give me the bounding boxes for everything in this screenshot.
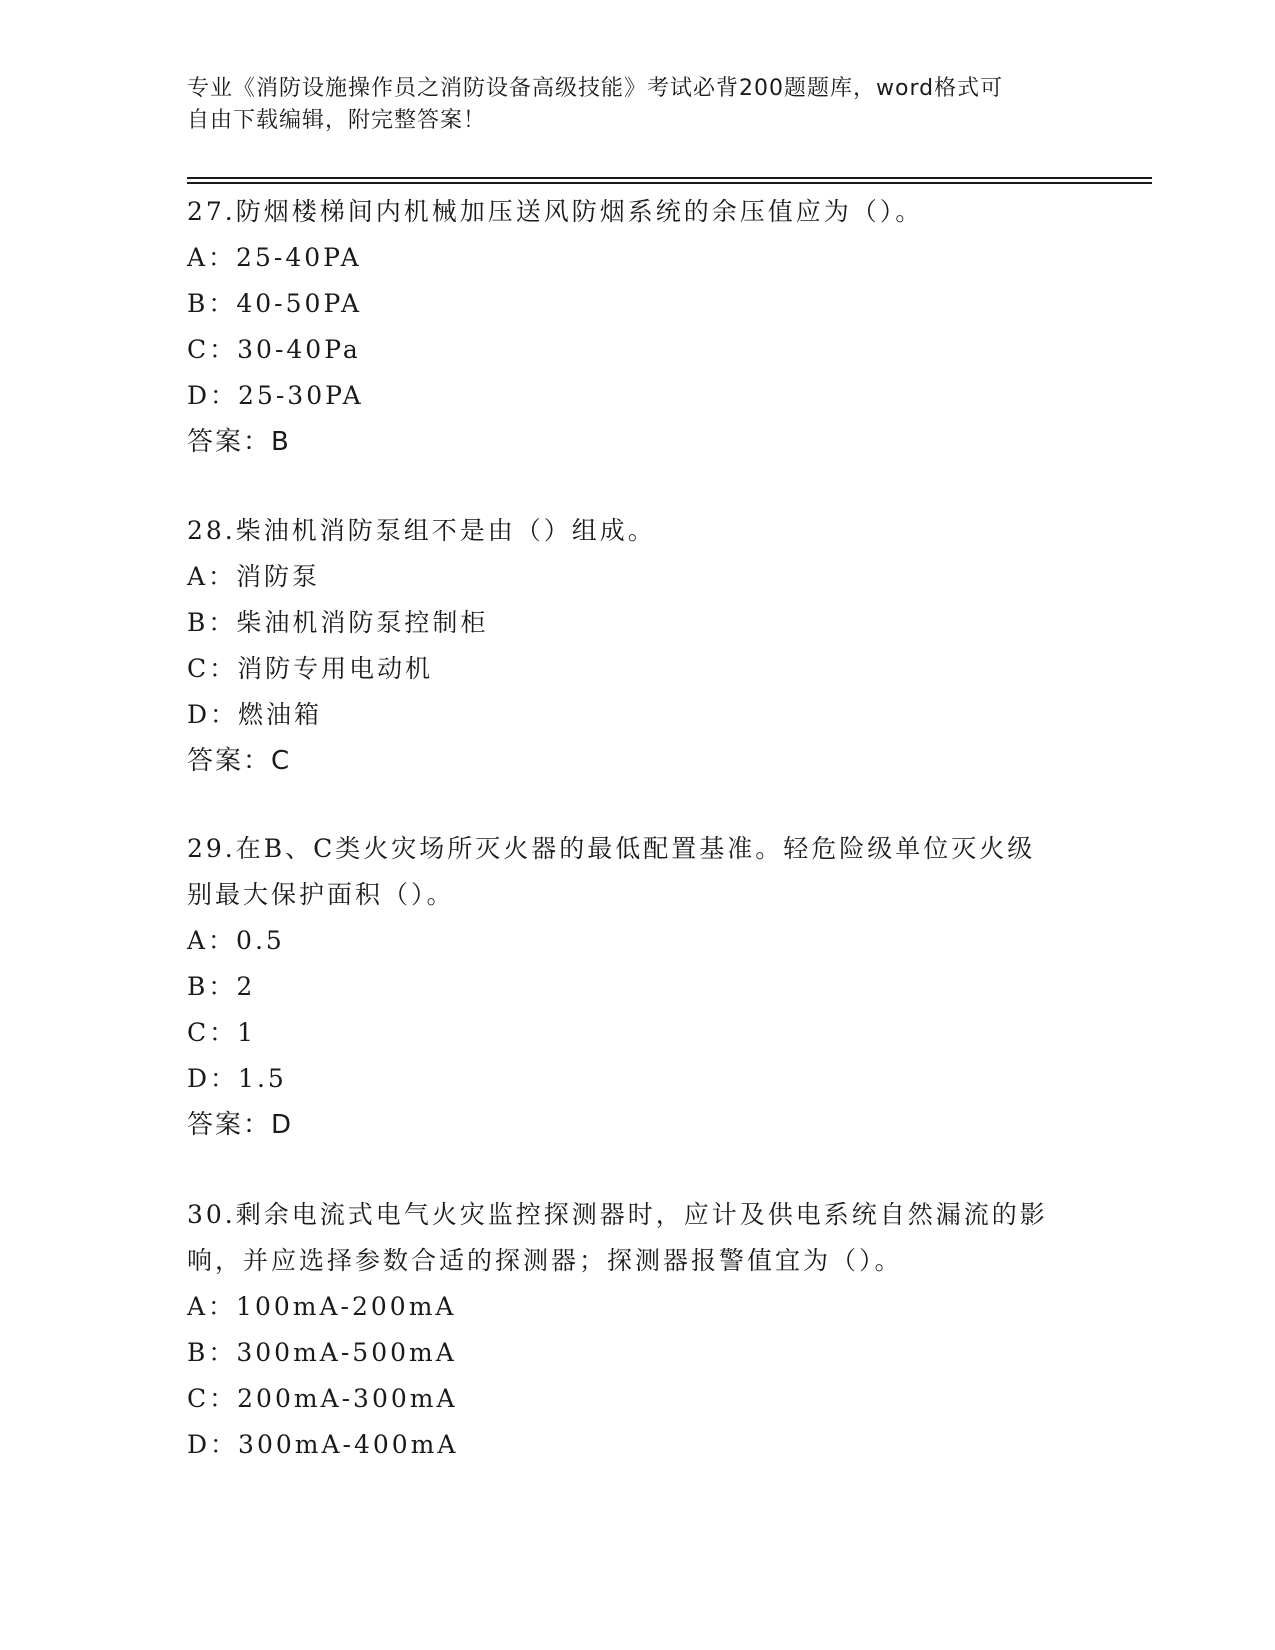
option-d: D：1.5 bbox=[187, 1064, 287, 1093]
option-b: B：2 bbox=[187, 972, 256, 1001]
option-a: A：100mA-200mA bbox=[187, 1292, 457, 1321]
question-29 bbox=[187, 826, 1087, 1148]
option-d: D：25-30PA bbox=[187, 381, 364, 410]
question-stem: 28.柴油机消防泵组不是由（）组成。 bbox=[187, 516, 656, 545]
question-27 bbox=[187, 189, 1087, 465]
question-30 bbox=[187, 1192, 1087, 1468]
option-c: C：200mA-300mA bbox=[187, 1384, 458, 1413]
option-b: B：300mA-500mA bbox=[187, 1338, 457, 1367]
header-line-1: 专业《消防设施操作员之消防设备高级技能》考试必背200题题库，word格式可 bbox=[187, 76, 1004, 101]
option-c: C：消防专用电动机 bbox=[187, 654, 434, 683]
question-stem-line-1: 30.剩余电流式电气火灾监控探测器时，应计及供电系统自然漏流的影 bbox=[187, 1200, 1048, 1229]
option-b: B：柴油机消防泵控制柜 bbox=[187, 608, 489, 637]
answer-label: 答案：D bbox=[187, 1110, 294, 1140]
question-stem-line-2: 别最大保护面积（）。 bbox=[187, 880, 455, 909]
question-stem: 27.防烟楼梯间内机械加压送风防烟系统的余压值应为（）。 bbox=[187, 197, 924, 226]
option-a: A：消防泵 bbox=[187, 562, 321, 591]
header-line-2: 自由下载编辑，附完整答案！ bbox=[187, 108, 487, 133]
answer-label: 答案：B bbox=[187, 427, 291, 457]
question-stem-line-2: 响，并应选择参数合适的探测器；探测器报警值宜为（）。 bbox=[187, 1246, 903, 1275]
option-d: D：300mA-400mA bbox=[187, 1430, 459, 1459]
option-d: D：燃油箱 bbox=[187, 700, 323, 729]
option-c: C：1 bbox=[187, 1018, 257, 1047]
question-28 bbox=[187, 508, 1087, 784]
option-c: C：30-40Pa bbox=[187, 335, 361, 364]
answer-label: 答案：C bbox=[187, 746, 292, 776]
question-stem-line-1: 29.在B、C类火灾场所灭火器的最低配置基准。轻危险级单位灭火级 bbox=[187, 834, 1036, 863]
header-divider-bottom bbox=[187, 182, 1152, 184]
option-a: A：25-40PA bbox=[187, 243, 362, 272]
option-b: B：40-50PA bbox=[187, 289, 363, 318]
header-divider-top bbox=[187, 177, 1152, 179]
document-header bbox=[187, 73, 1067, 137]
option-a: A：0.5 bbox=[187, 926, 285, 955]
